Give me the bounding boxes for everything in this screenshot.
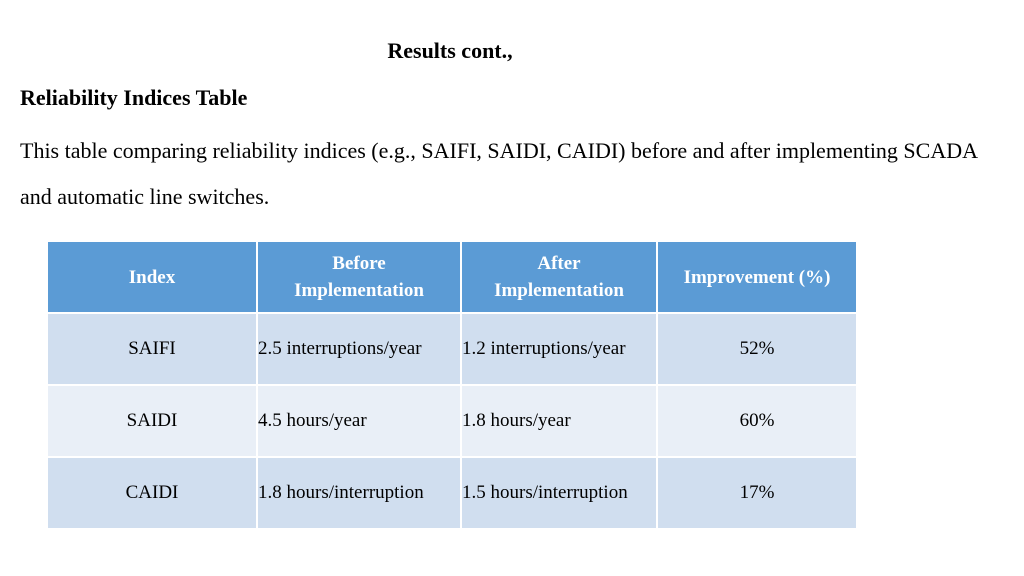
cell-index: SAIDI	[47, 385, 257, 457]
header-after-line2: Implementation	[494, 280, 624, 301]
header-index-label: Index	[128, 266, 176, 288]
cell-before: 2.5 interruptions/year	[257, 313, 461, 385]
table-row	[47, 313, 857, 385]
cell-after: 1.5 hours/interruption	[461, 457, 657, 529]
cell-index: SAIFI	[47, 313, 257, 385]
header-before	[257, 241, 461, 313]
header-improvement-label: Improvement (%)	[683, 266, 831, 288]
cell-improvement: 17%	[657, 457, 857, 529]
cell-improvement: 52%	[657, 313, 857, 385]
cell-after: 1.8 hours/year	[461, 385, 657, 457]
page-title: Results cont.,	[387, 38, 513, 63]
cell-improvement: 60%	[657, 385, 857, 457]
description-text: This table comparing reliability indices (e.g., SAIFI, SAIDI, CAIDI) before and after implementing SCADA and automatic line switches.	[20, 138, 977, 209]
header-after-line1: After	[537, 253, 581, 274]
cell-before: 4.5 hours/year	[257, 385, 461, 457]
table-row	[47, 457, 857, 529]
table-header-row	[47, 241, 857, 313]
header-before-line1: Before	[332, 253, 386, 274]
reliability-indices-table	[46, 240, 858, 530]
section-title: Reliability Indices Table	[20, 85, 248, 110]
cell-before: 1.8 hours/interruption	[257, 457, 461, 529]
table-row	[47, 385, 857, 457]
cell-after: 1.2 interruptions/year	[461, 313, 657, 385]
header-after	[461, 241, 657, 313]
header-improvement	[657, 241, 857, 313]
header-index	[47, 241, 257, 313]
cell-index: CAIDI	[47, 457, 257, 529]
header-before-line2: Implementation	[294, 280, 424, 301]
